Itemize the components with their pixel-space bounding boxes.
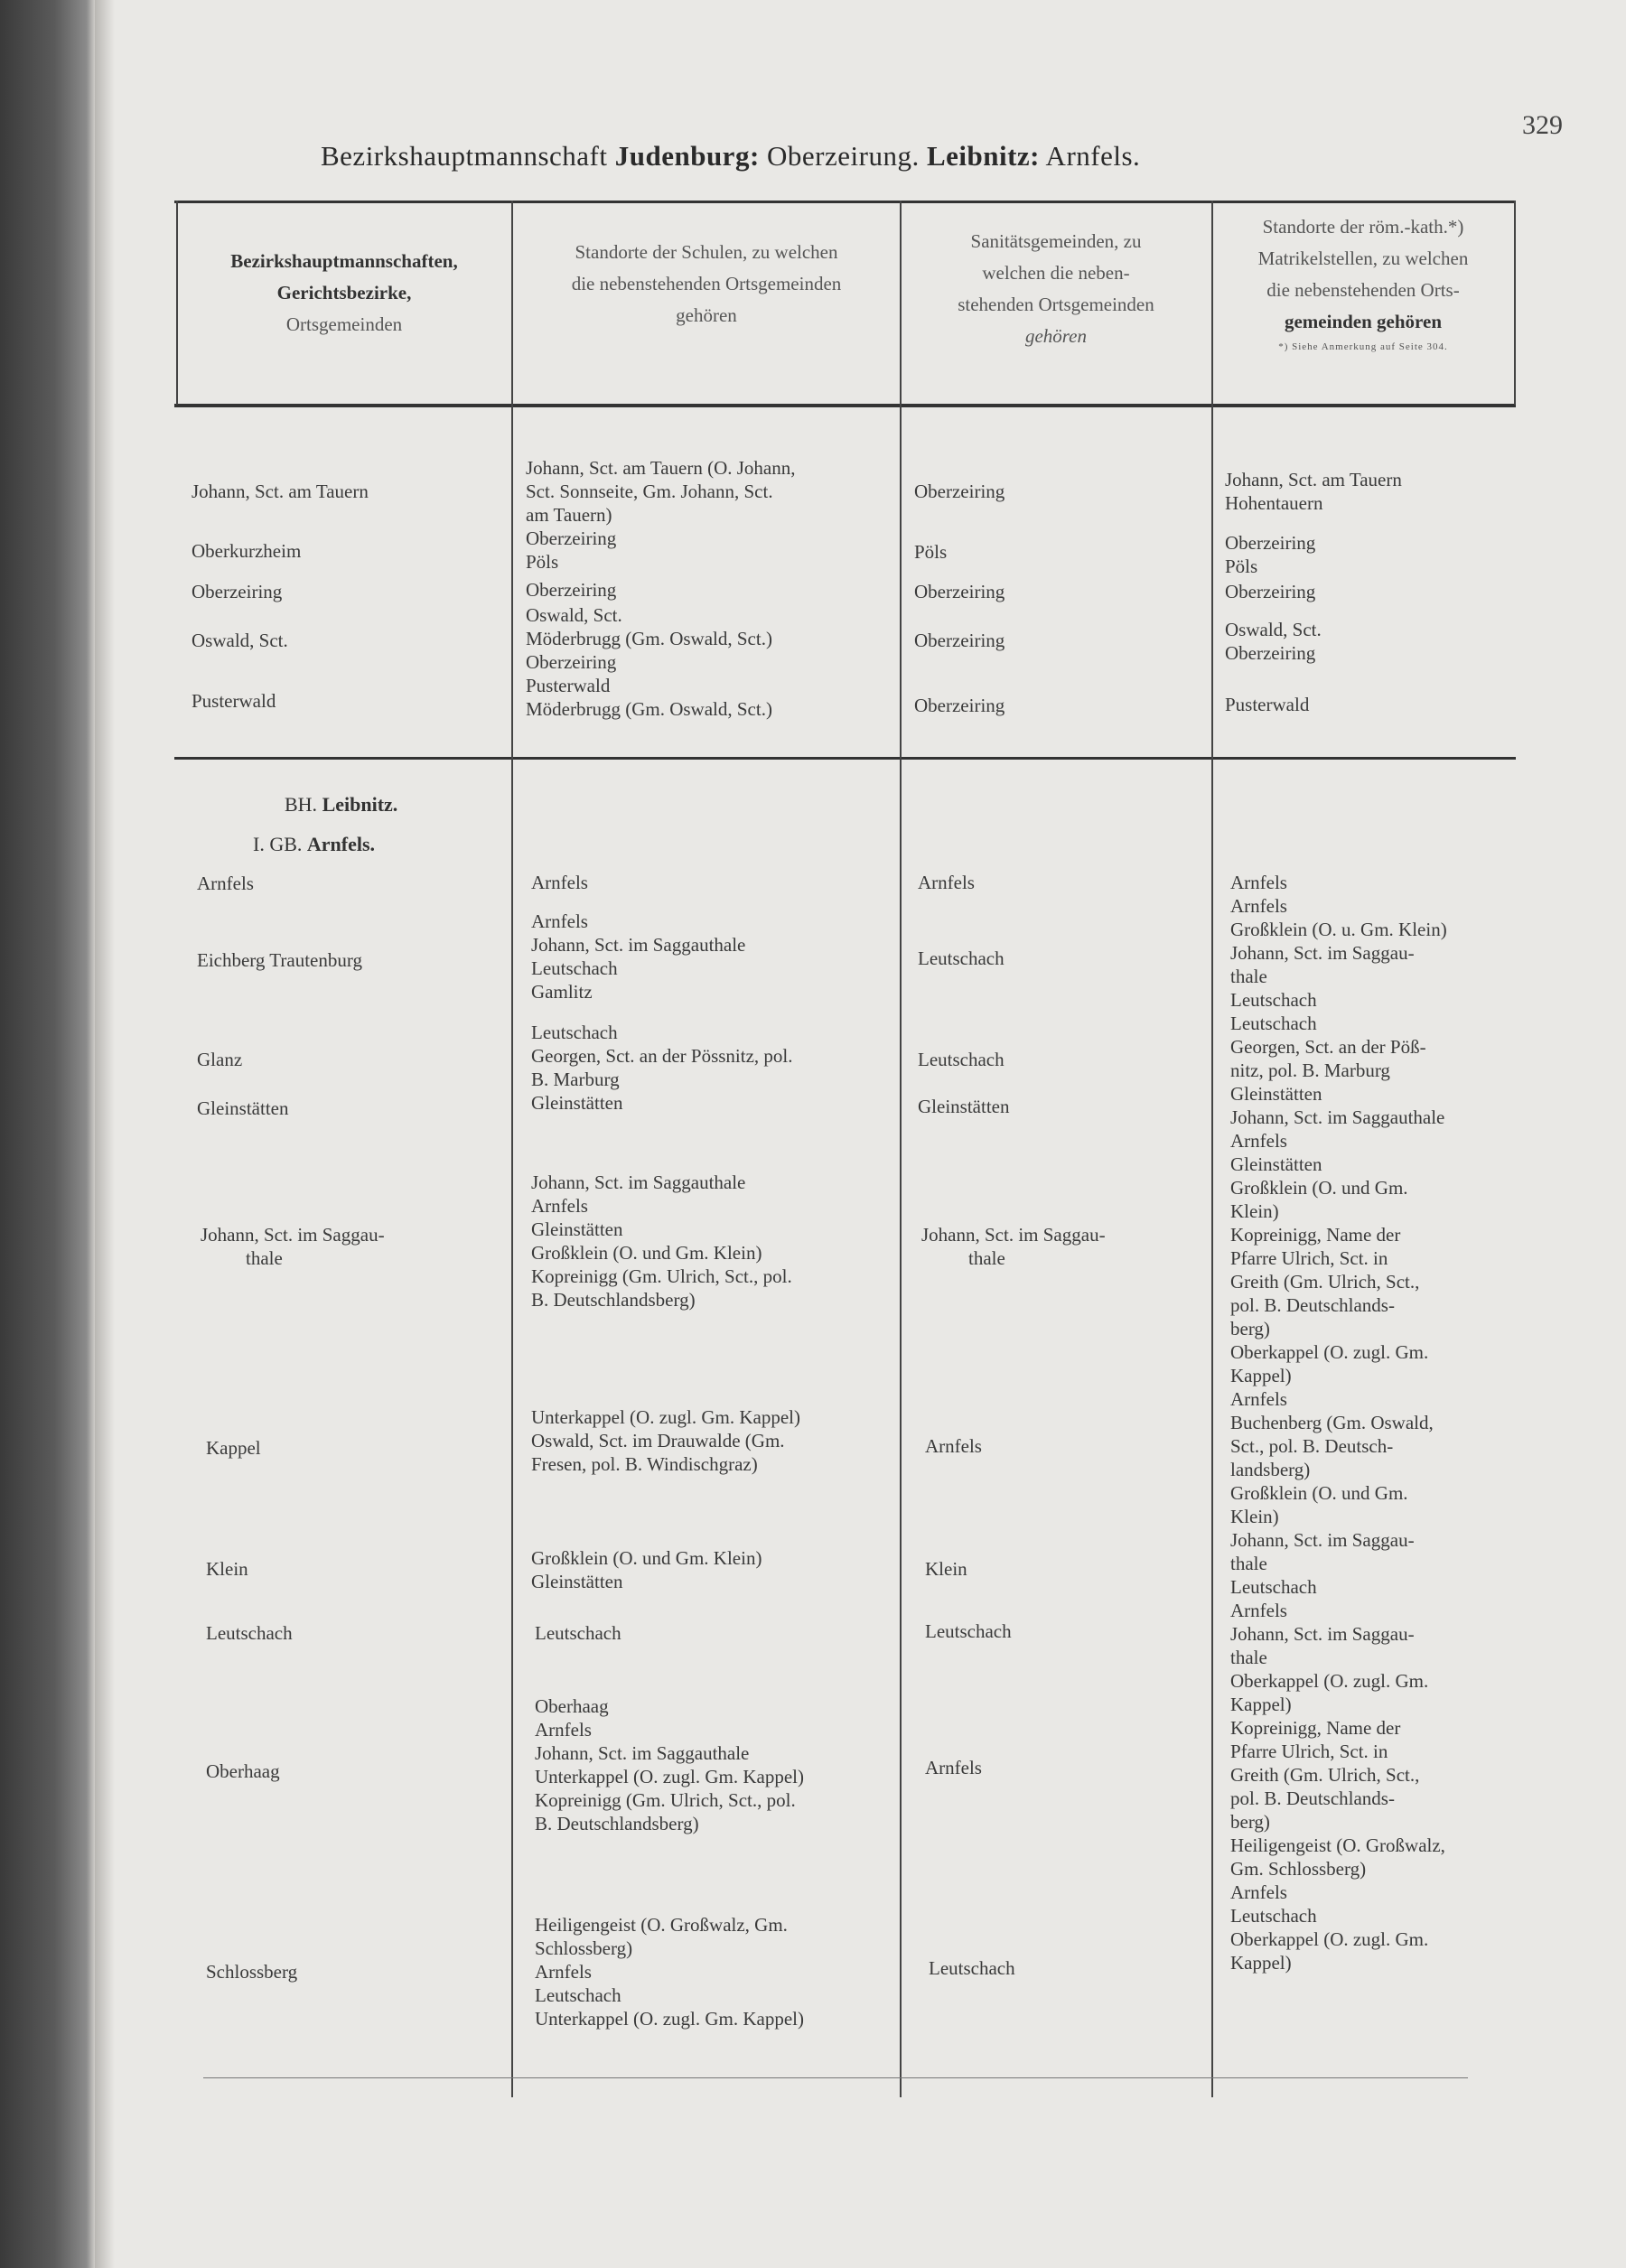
header-col4-line4: gemeinden gehören [1284,311,1443,332]
s2-col4-line27: Großklein (O. und Gm. [1230,1482,1408,1504]
s1-col2-line10: Pusterwald [526,675,611,696]
header-col1-line3: Ortsgemeinden [285,313,403,335]
s2-col2-line25: Unterkappel (O. zugl. Gm. Kappel) [535,1766,804,1787]
s1-col2-line5: Pöls [526,551,559,573]
s2-col4-line41: berg) [1230,1811,1270,1833]
table-right-border [1514,201,1516,405]
header-col4-line2: Matrikelstellen, zu welchen [1257,247,1469,269]
s2-col2-line22: Oberhaag [535,1695,609,1717]
s2-col2-line27: B. Deutschlandsberg) [535,1813,699,1834]
s2-col4-line18: Greith (Gm. Ulrich, Sct., [1230,1271,1420,1293]
header-col2-line2: die nebenstehenden Ortsgemeinden [571,273,842,294]
s2-col3-row6: Arnfels [925,1435,982,1457]
s1-col4-line2: Hohentauern [1225,492,1323,514]
s2-col1-row8: Leutschach [206,1622,293,1644]
s1-col3-row4: Oberzeiring [914,630,1005,651]
s2-col4-line14: Großklein (O. und Gm. [1230,1177,1408,1199]
header-col3-line2: welchen die neben- [982,262,1130,284]
s2-col4-line7: Leutschach [1230,1013,1317,1034]
s2-col3-row4: Gleinstätten [918,1096,1010,1117]
s2-col4-line13: Gleinstätten [1230,1153,1322,1175]
s2-col1-row1: Arnfels [197,873,254,894]
s2-col2-line21: Leutschach [535,1622,621,1644]
s2-col3-row5b: thale [968,1247,1005,1269]
header-col4-line1: Standorte der röm.-kath.*) [1262,216,1464,238]
s2-col2-line5: Gamlitz [531,981,593,1003]
header-col4 [1213,211,1513,356]
s2-col2-line2: Arnfels [531,910,588,932]
s2-col2-line10: Johann, Sct. im Saggauthale [531,1171,746,1193]
s2-col4-line40: pol. B. Deutschlands- [1230,1787,1395,1809]
s2-col3-row1: Arnfels [918,872,975,893]
s2-col4-line9: nitz, pol. B. Marburg [1230,1059,1390,1081]
s2-col4-line29: Johann, Sct. im Saggau- [1230,1529,1415,1551]
s2-col4-line30: thale [1230,1553,1267,1574]
s2-col1-row5b: thale [246,1247,283,1269]
header-col1-line1: Bezirkshauptmannschaften, [230,250,458,272]
s2-col4-line36: Kappel) [1230,1694,1292,1715]
s1-col2-line8: Möderbrugg (Gm. Oswald, Sct.) [526,628,772,649]
s1-col2-line7: Oswald, Sct. [526,604,622,626]
running-head-district2: Leibnitz: [926,140,1041,172]
s1-col1-row4: Oswald, Sct. [192,630,288,651]
s2-col1-row4: Gleinstätten [197,1097,289,1119]
s2-col1-row7: Klein [206,1558,248,1580]
s1-col2-line11: Möderbrugg (Gm. Oswald, Sct.) [526,698,772,720]
s2-col4-line8: Georgen, Sct. an der Pöß- [1230,1036,1426,1058]
header-col2-line3: gehören [676,304,737,326]
s1-col4-line3: Oberzeiring [1225,532,1316,554]
s1-col3-row1: Oberzeiring [914,481,1005,502]
s1-col4-line6: Oswald, Sct. [1225,619,1322,640]
s2-col4-line5: thale [1230,966,1267,987]
s2-col4-line15: Klein) [1230,1200,1279,1222]
s1-col2-line6: Oberzeiring [526,579,617,601]
s2-col3-row9: Arnfels [925,1757,982,1778]
header-col3-line3: stehenden Ortsgemeinden [958,294,1154,315]
s2-col2-line31: Leutschach [535,1984,621,2006]
s2-col2-line20: Gleinstätten [531,1571,623,1592]
header-col2 [513,237,900,331]
s2-col2-line24: Johann, Sct. im Saggauthale [535,1742,750,1764]
s2-col4-line16: Kopreinigg, Name der [1230,1224,1401,1246]
s1-col3-row5: Oberzeiring [914,695,1005,716]
s2-col2-line1: Arnfels [531,872,588,893]
header-bottom-rule [174,404,1516,407]
s1-col3-row3: Oberzeiring [914,581,1005,602]
header-col3-line4: gehören [1024,325,1088,347]
s2-col4-line43: Gm. Schlossberg) [1230,1858,1367,1880]
running-head-district2-rest: Arnfels. [1040,140,1141,172]
s2-col4-line6: Leutschach [1230,989,1317,1011]
s2-col4-line32: Arnfels [1230,1600,1287,1621]
s2-col4-line44: Arnfels [1230,1881,1287,1903]
s2-col2-line17: Oswald, Sct. im Drauwalde (Gm. [531,1430,785,1451]
s1-col3-row2: Pöls [914,541,948,563]
s2-col4-line26: landsberg) [1230,1459,1311,1480]
bh-prefix: BH. [285,793,322,816]
header-col2-line1: Standorte der Schulen, zu welchen [575,241,838,263]
s1-col4-line8: Pusterwald [1225,694,1310,715]
column-divider-1 [511,201,513,2097]
table-bottom-rule [203,2077,1468,2078]
s1-col2-line9: Oberzeiring [526,651,617,673]
s2-col1-row10: Schlossberg [206,1961,298,1983]
s2-col2-line7: Georgen, Sct. an der Pössnitz, pol. [531,1045,793,1067]
section-heading-bh [285,793,397,817]
page-number: 329 [1522,110,1563,140]
s2-col4-line4: Johann, Sct. im Saggau- [1230,942,1415,964]
gb-prefix: I. GB. [253,833,307,855]
section1-bottom-rule [174,757,1516,760]
s2-col4-line39: Greith (Gm. Ulrich, Sct., [1230,1764,1420,1786]
s2-col2-line28: Heiligengeist (O. Großwalz, Gm. [535,1914,788,1936]
s2-col2-line30: Arnfels [535,1961,592,1983]
s1-col2-line1: Johann, Sct. am Tauern (O. Johann, [526,457,796,479]
s2-col4-line37: Kopreinigg, Name der [1230,1717,1401,1739]
s1-col2-line4: Oberzeiring [526,527,617,549]
s2-col4-line38: Pfarre Ulrich, Sct. in [1230,1741,1388,1762]
header-col3 [902,226,1210,352]
s2-col4-line25: Sct., pol. B. Deutsch- [1230,1435,1394,1457]
s2-col4-line19: pol. B. Deutschlands- [1230,1294,1395,1316]
s2-col4-line10: Gleinstätten [1230,1083,1322,1105]
header-col1-line2: Gerichtsbezirke, [276,282,412,303]
s2-col2-line19: Großklein (O. und Gm. Klein) [531,1547,762,1569]
s1-col4-line1: Johann, Sct. am Tauern [1225,469,1402,490]
s1-col2-line3: am Tauern) [526,504,612,526]
column-divider-3 [1211,201,1213,2097]
column-divider-2 [900,201,902,2097]
s2-col4-line47: Kappel) [1230,1952,1292,1974]
s2-col1-row3: Glanz [197,1049,243,1070]
s2-col4-line24: Buchenberg (Gm. Oswald, [1230,1412,1434,1433]
s2-col2-line23: Arnfels [535,1719,592,1741]
s2-col2-line18: Fresen, pol. B. Windischgraz) [531,1453,758,1475]
s2-col4-line12: Arnfels [1230,1130,1287,1152]
book-spine-shadow [0,0,95,2268]
running-head-prefix: Bezirkshauptmannschaft [321,140,615,172]
s2-col1-row2: Eichberg Trautenburg [197,949,362,971]
header-col3-line1: Sanitätsgemeinden, zu [970,230,1142,252]
s2-col4-line11: Johann, Sct. im Saggauthale [1230,1106,1445,1128]
s2-col2-line32: Unterkappel (O. zugl. Gm. Kappel) [535,2008,804,2030]
s2-col2-line11: Arnfels [531,1195,588,1217]
s1-col1-row1: Johann, Sct. am Tauern [192,481,369,502]
s2-col2-line9: Gleinstätten [531,1092,623,1114]
s2-col1-row5a: Johann, Sct. im Saggau- [201,1224,385,1246]
gb-name: Arnfels. [306,833,376,855]
s1-col4-line5: Oberzeiring [1225,581,1316,602]
s2-col4-line3: Großklein (O. u. Gm. Klein) [1230,919,1447,940]
s2-col4-line42: Heiligengeist (O. Großwalz, [1230,1834,1445,1856]
s1-col1-row5: Pusterwald [192,690,276,712]
header-col4-footnote: *) Siehe Anmerkung auf Seite 304. [1278,341,1448,352]
bh-name: Leibnitz. [322,793,398,816]
s2-col2-line15: B. Deutschlandsberg) [531,1289,696,1311]
s2-col4-line35: Oberkappel (O. zugl. Gm. [1230,1670,1429,1692]
s1-col2-line2: Sct. Sonnseite, Gm. Johann, Sct. [526,481,773,502]
s2-col1-row6: Kappel [206,1437,261,1459]
s2-col4-line31: Leutschach [1230,1576,1317,1598]
section-heading-gb [253,833,375,856]
s2-col2-line4: Leutschach [531,957,618,979]
s2-col4-line45: Leutschach [1230,1905,1317,1927]
s2-col4-line33: Johann, Sct. im Saggau- [1230,1623,1415,1645]
table-top-rule [174,201,1516,203]
s1-col4-line4: Pöls [1225,555,1258,577]
s2-col3-row3: Leutschach [918,1049,1005,1070]
s2-col4-line20: berg) [1230,1318,1270,1339]
s2-col2-line16: Unterkappel (O. zugl. Gm. Kappel) [531,1406,800,1428]
s1-col1-row3: Oberzeiring [192,581,283,602]
s2-col3-row8: Leutschach [925,1620,1012,1642]
s2-col2-line8: B. Marburg [531,1069,620,1090]
s2-col2-line12: Gleinstätten [531,1218,623,1240]
s2-col4-line23: Arnfels [1230,1388,1287,1410]
s2-col4-line21: Oberkappel (O. zugl. Gm. [1230,1341,1429,1363]
s2-col3-row10: Leutschach [929,1957,1015,1979]
s1-col4-line7: Oberzeiring [1225,642,1316,664]
running-head-district-rest: Oberzeirung. [759,140,927,172]
s2-col4-line28: Klein) [1230,1506,1279,1527]
page-fold-shadow [95,0,115,2268]
s2-col4-line2: Arnfels [1230,895,1287,917]
s2-col3-row7: Klein [925,1558,967,1580]
s2-col2-line26: Kopreinigg (Gm. Ulrich, Sct., pol. [535,1789,796,1811]
s2-col2-line6: Leutschach [531,1022,618,1043]
s2-col2-line29: Schlossberg) [535,1937,633,1959]
running-head [321,140,1140,173]
running-head-district: Judenburg: [614,140,760,172]
s2-col4-line17: Pfarre Ulrich, Sct. in [1230,1247,1388,1269]
header-col1 [178,246,510,341]
header-col4-line3: die nebenstehenden Orts- [1266,279,1460,301]
s2-col3-row5a: Johann, Sct. im Saggau- [921,1224,1106,1246]
s2-col1-row9: Oberhaag [206,1760,280,1782]
s2-col2-line14: Kopreinigg (Gm. Ulrich, Sct., pol. [531,1265,792,1287]
s2-col2-line13: Großklein (O. und Gm. Klein) [531,1242,762,1264]
s2-col4-line22: Kappel) [1230,1365,1292,1386]
s2-col4-line1: Arnfels [1230,872,1287,893]
s2-col4-line34: thale [1230,1647,1267,1668]
s2-col4-line46: Oberkappel (O. zugl. Gm. [1230,1928,1429,1950]
s1-col1-row2: Oberkurzheim [192,540,302,562]
s2-col2-line3: Johann, Sct. im Saggauthale [531,934,746,956]
s2-col3-row2: Leutschach [918,947,1005,969]
